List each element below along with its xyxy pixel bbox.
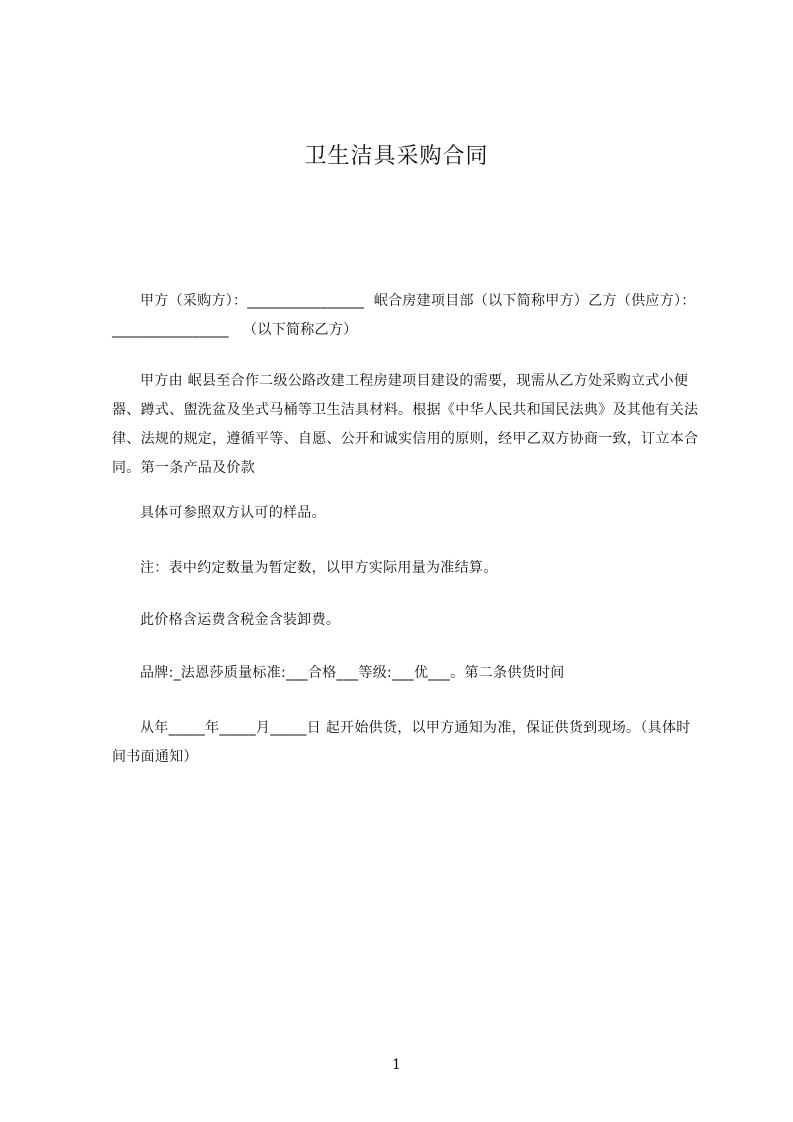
purpose-paragraph: 甲方由 岷县至合作二级公路改建工程房建项目建设的需要，现需从乙方处采购立式小便器、蹲式、盥洗盆及坐式马桶等卫生洁具材料。根据《中华人民共和国民法典》及其他有关法律、法规的规定，遵循平等、自愿、公开和诚实信用的原则，经甲乙双方协商一致，订立本合同。第一条产品及价款: [112, 373, 699, 476]
document-title: 卫生洁具采购合同: [304, 144, 489, 169]
supply-time-paragraph: 从年_____年_____月_____日 起开始供货，以甲方通知为准，保证供货到现场。（具体时间书面通知）: [112, 720, 691, 765]
page-number: 1: [392, 1057, 401, 1073]
brand-quality-paragraph: 品牌:_法恩莎质量标准:___合格___等级:___优___。第二条供货时间: [140, 665, 565, 681]
quantity-note-paragraph: 注：表中约定数量为暂定数，以甲方实际用量为准结算。: [140, 560, 498, 576]
price-note-paragraph: 此价格含运费含税金含装卸费。: [140, 612, 341, 628]
sample-reference-paragraph: 具体可参照双方认可的样品。: [140, 505, 326, 521]
party-info-paragraph: 甲方（采购方）：________________ 岷合房建项目部（以下简称甲方）乙方（供应方）：________________ （以下简称乙方）: [112, 293, 696, 338]
